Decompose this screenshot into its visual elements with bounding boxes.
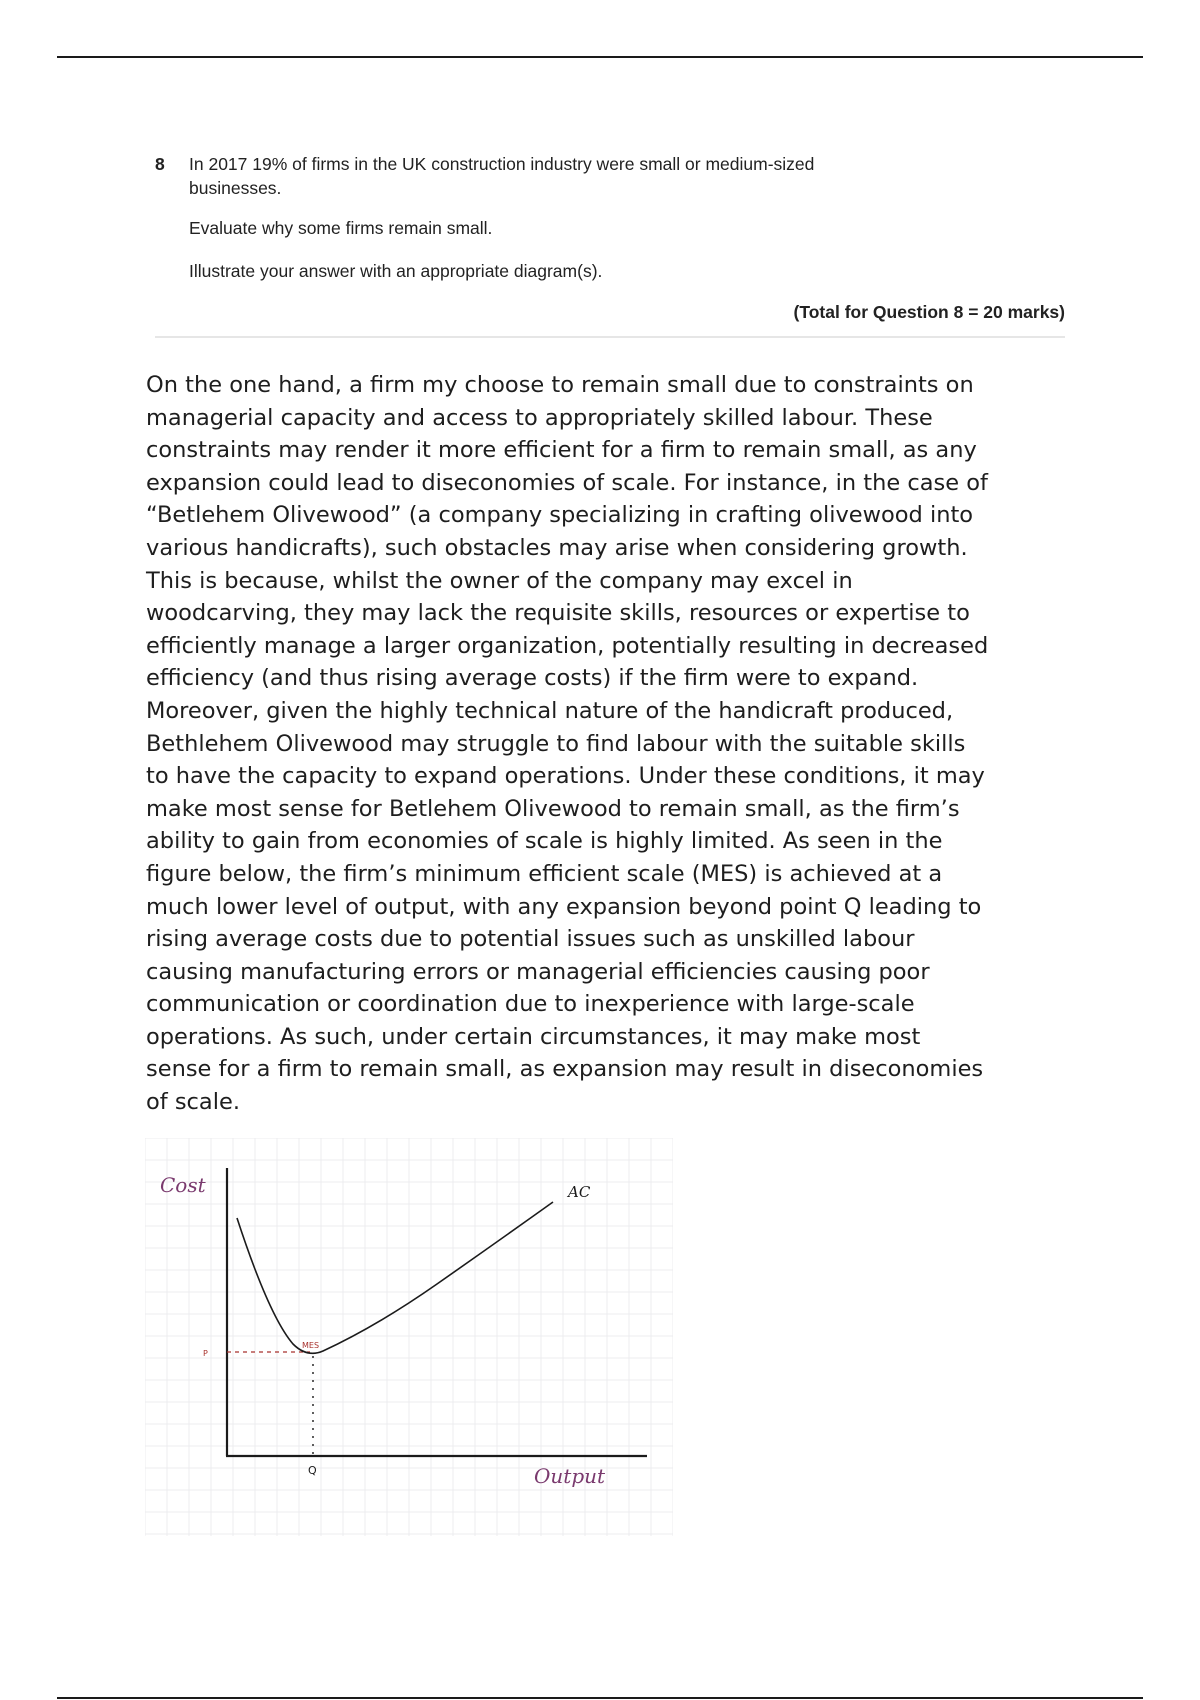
price-label: P [203, 1349, 208, 1358]
ac-curve-label: AC [568, 1183, 591, 1201]
answer-line: ability to gain from economies of scale is highly limited. As seen in the [146, 828, 943, 855]
question-prompt-cont: businesses. [189, 178, 282, 198]
answer-line: “Betlehem Olivewood” (a company specializing in crafting olivewood into [146, 502, 974, 529]
answer-line: rising average costs due to potential issues such as unskilled labour [146, 926, 915, 953]
question-divider [155, 336, 1065, 338]
y-axis-label: Cost [160, 1173, 206, 1197]
answer-line: communication or coordination due to inexperience with large-scale [146, 991, 915, 1018]
answer-text [146, 369, 1076, 1119]
question-illustrate: Illustrate your answer with an appropriate diagram(s). [189, 261, 603, 281]
question-instruction: Evaluate why some firms remain small. [189, 218, 493, 238]
answer-line: figure below, the firm’s minimum efficient scale (MES) is achieved at a [146, 860, 943, 887]
exam-question [155, 152, 1065, 324]
diagram-svg [145, 1138, 673, 1536]
answer-line: to have the capacity to expand operations. Under these conditions, it may [146, 763, 985, 790]
top-rule [57, 56, 1143, 58]
mes-label: MES [302, 1341, 320, 1350]
question-number: 8 [155, 154, 165, 174]
cost-diagram [145, 1138, 673, 1536]
answer-line: Bethlehem Olivewood may struggle to find labour with the suitable skills [146, 730, 966, 757]
answer-line: On the one hand, a firm my choose to remain small due to constraints on [146, 372, 974, 398]
answer-line: expansion could lead to diseconomies of scale. For instance, in the case of [146, 469, 988, 496]
answer-line: woodcarving, they may lack the requisite skills, resources or expertise to [146, 600, 970, 627]
answer-line: of scale. [146, 1089, 240, 1116]
answer-line: causing manufacturing errors or managerial efficiencies causing poor [146, 958, 930, 985]
answer-line: much lower level of output, with any expansion beyond point Q leading to [146, 893, 982, 920]
x-axis-label: Output [534, 1464, 606, 1488]
answer-line: efficiency (and thus rising average costs) if the firm were to expand. [146, 665, 919, 692]
question-prompt: In 2017 19% of firms in the UK construction industry were small or medium-sized [189, 154, 815, 174]
answer-line: various handicrafts), such obstacles may arise when considering growth. [146, 534, 968, 561]
answer-line: make most sense for Betlehem Olivewood to remain small, as the firm’s [146, 795, 960, 822]
bottom-rule [57, 1697, 1143, 1699]
answer-line: constraints may render it more efficient for a firm to remain small, as any [146, 437, 977, 464]
answer-line: operations. As such, under certain circumstances, it may make most [146, 1023, 921, 1050]
ac-curve [237, 1202, 553, 1353]
answer-line: sense for a firm to remain small, as expansion may result in diseconomies [146, 1056, 984, 1083]
answer-line: efficiently manage a larger organization, potentially resulting in decreased [146, 632, 989, 659]
question-total-marks: (Total for Question 8 = 20 marks) [793, 302, 1065, 322]
answer-line: Moreover, given the highly technical nature of the handicraft produced, [146, 697, 954, 724]
answer-line: managerial capacity and access to appropriately skilled labour. These [146, 404, 933, 431]
answer-line: This is because, whilst the owner of the company may excel in [146, 567, 853, 594]
quantity-label: Q [308, 1464, 317, 1477]
